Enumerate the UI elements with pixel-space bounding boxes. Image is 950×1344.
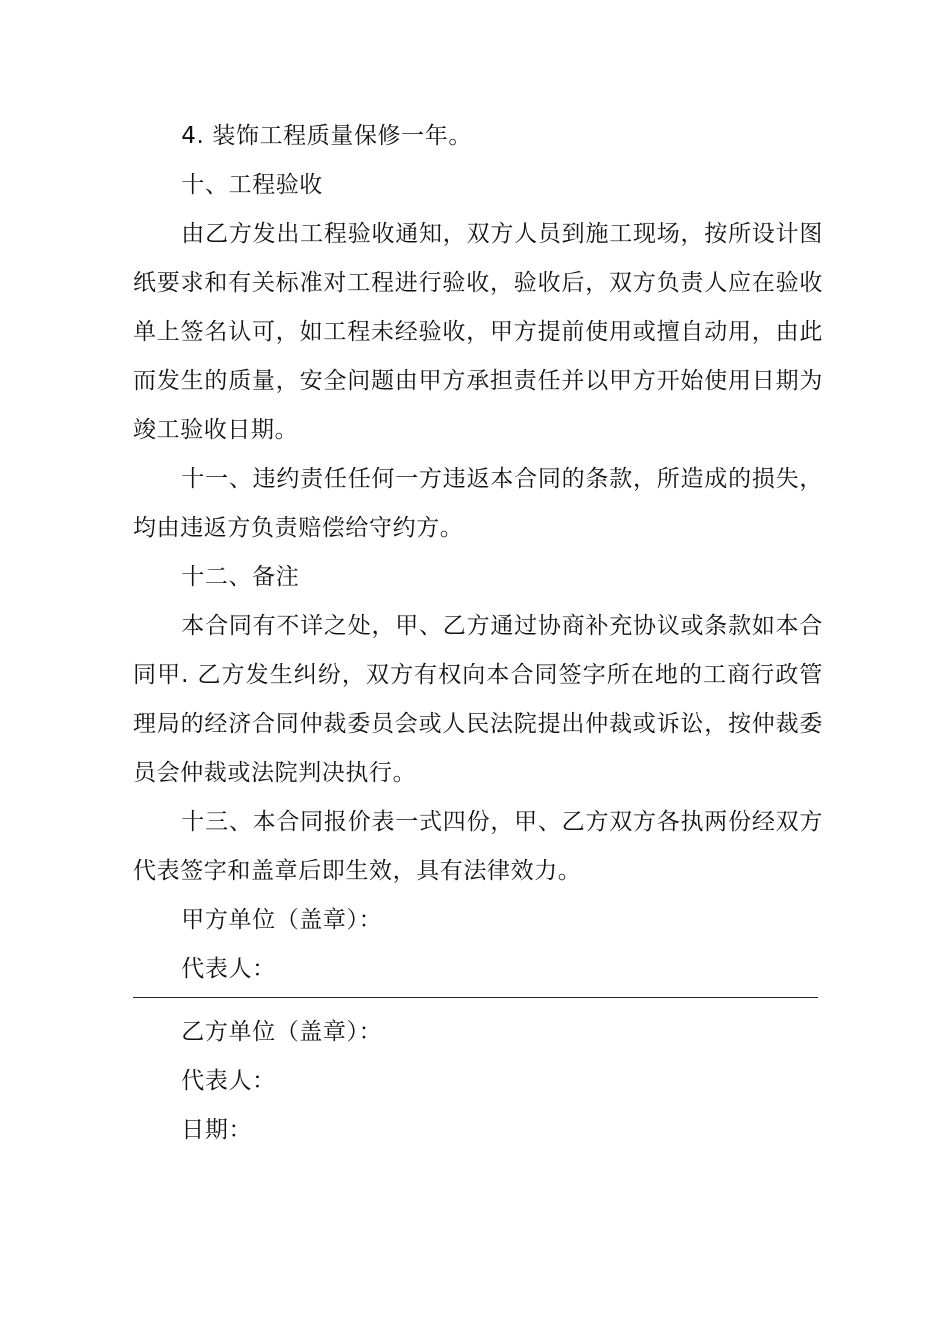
party-a-unit-label: 甲方单位（盖章）：: [181, 907, 383, 933]
copies-validity-clause: 十三、本合同报价表一式四份，甲、乙方双方各执两份经双方代表签字和盖章后即生效，具有法律效力。: [133, 809, 823, 884]
party-a-rep-label: 代表人：: [181, 956, 276, 982]
section-heading-remarks: 十二、备注: [181, 564, 300, 590]
acceptance-clause: 由乙方发出工程验收通知，双方人员到施工现场，按所设计图纸要求和有关标准对工程进行验收，验收后，双方负责人应在验收单上签名认可，如工程未经验收，甲方提前使用或擅自动用，由此而发生的质量，安全问题由甲方承担责任并以甲方开始使用日期为竣工验收日期。: [133, 221, 823, 443]
party-b-unit-label: 乙方单位（盖章）：: [181, 1019, 383, 1045]
signature-divider: [133, 997, 818, 998]
contract-body: [133, 112, 823, 994]
warranty-clause: 4. 装饰工程质量保修一年。: [181, 123, 472, 149]
party-b-rep-label: 代表人：: [181, 1068, 276, 1094]
party-b-signature-block: [133, 1008, 823, 1155]
section-heading-acceptance: 十、工程验收: [181, 172, 323, 198]
date-label: 日期：: [181, 1117, 253, 1143]
breach-liability-clause: 十一、违约责任任何一方违返本合同的条款，所造成的损失，均由违返方负责赔偿给守约方。: [133, 466, 823, 541]
remarks-clause: 本合同有不详之处，甲、乙方通过协商补充协议或条款如本合同甲. 乙方发生纠纷，双方有权向本合同签字所在地的工商行政管理局的经济合同仲裁委员会或人民法院提出仲裁或诉讼，按仲裁委员会仲裁或法院判决执行。: [133, 613, 823, 786]
